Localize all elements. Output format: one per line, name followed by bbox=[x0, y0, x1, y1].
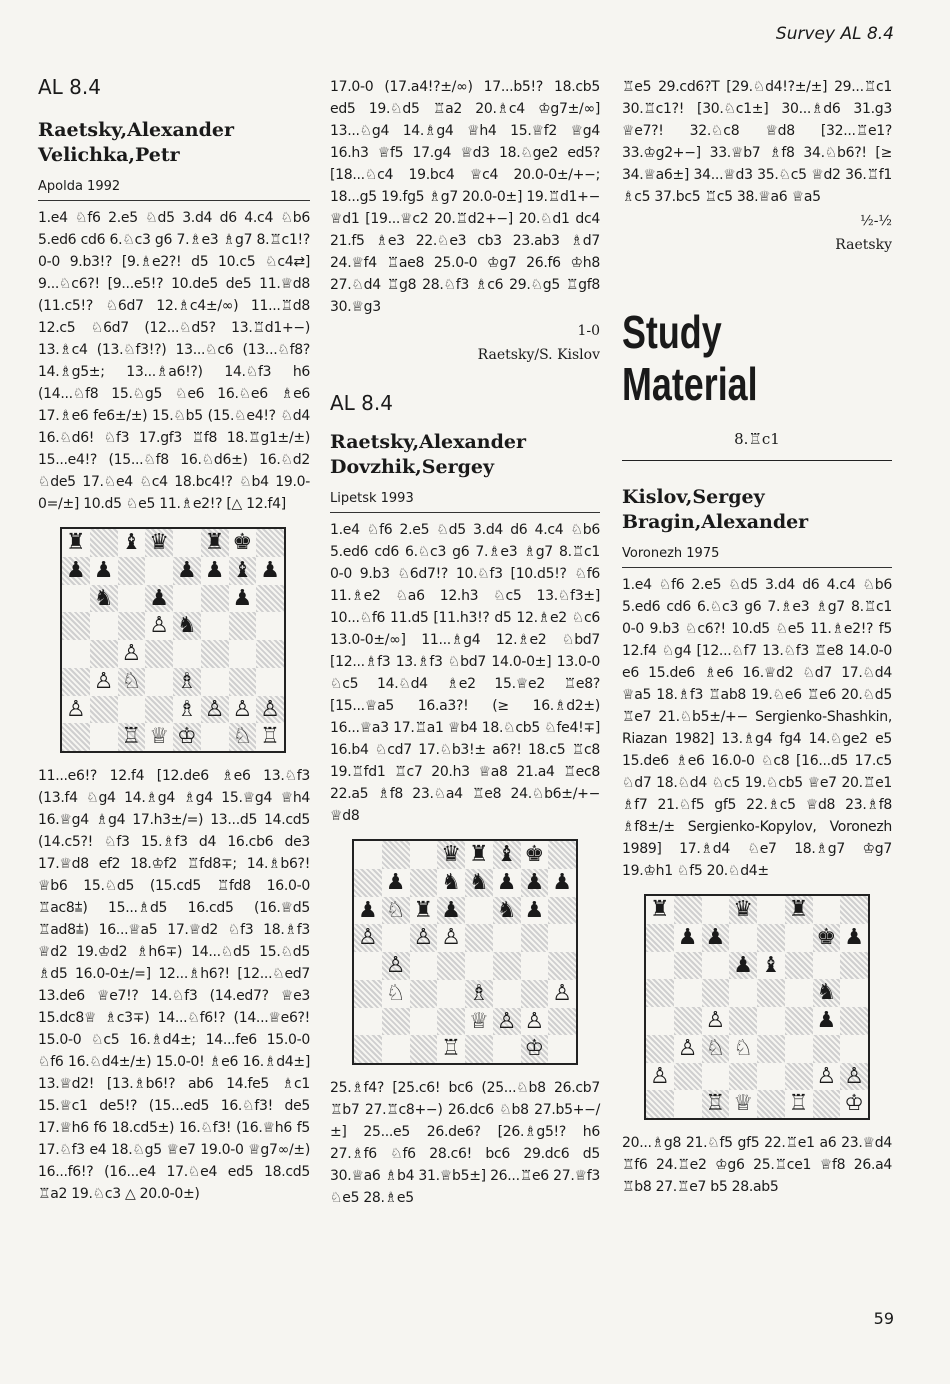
board-square: ♙ bbox=[149, 613, 169, 639]
board-square: ♗ bbox=[173, 668, 201, 696]
board-square bbox=[813, 1035, 841, 1063]
board-square: ♜ bbox=[650, 897, 670, 922]
board-square bbox=[145, 668, 173, 696]
board-square: ♞ bbox=[813, 979, 841, 1007]
board-square bbox=[785, 979, 813, 1007]
board-square bbox=[410, 841, 438, 869]
board-square bbox=[674, 1063, 702, 1091]
board-square bbox=[90, 612, 118, 640]
board-square bbox=[521, 980, 549, 1008]
board-square bbox=[229, 668, 257, 696]
board-square bbox=[646, 979, 674, 1007]
board-square bbox=[785, 924, 813, 952]
board-square: ♞ bbox=[441, 869, 461, 895]
board-square: ♖ bbox=[441, 1036, 461, 1062]
board-square: ♟ bbox=[677, 924, 698, 950]
board-square: ♗ bbox=[465, 980, 493, 1008]
game-label: AL 8.4 bbox=[330, 391, 393, 415]
board-square bbox=[493, 924, 521, 952]
board-square bbox=[813, 1090, 841, 1118]
board-square: ♙ bbox=[840, 1063, 868, 1091]
board-square bbox=[465, 924, 493, 952]
board-square bbox=[382, 1008, 410, 1036]
board-square bbox=[757, 924, 785, 952]
board-square bbox=[813, 896, 841, 924]
board-square bbox=[145, 640, 173, 668]
board-square bbox=[256, 640, 284, 668]
board-square: ♙ bbox=[524, 1008, 545, 1034]
board-square: ♞ bbox=[90, 585, 118, 613]
board-square bbox=[201, 585, 229, 613]
game-place: Lipetsk 1993 bbox=[330, 488, 600, 513]
board-square: ♟ bbox=[496, 869, 517, 895]
board-square: ♝ bbox=[229, 557, 257, 585]
board-square: ♙ bbox=[121, 641, 142, 666]
board-square: ♜ bbox=[201, 529, 229, 557]
board-square: ♟ bbox=[702, 924, 730, 952]
board-square: ♞ bbox=[173, 612, 201, 640]
board-square bbox=[465, 897, 493, 925]
board-square bbox=[256, 529, 284, 557]
column-3 bbox=[622, 76, 892, 1198]
board-square bbox=[702, 952, 730, 980]
board-square: ♙ bbox=[256, 696, 284, 724]
board-square: ♟ bbox=[62, 557, 90, 585]
board-square bbox=[118, 585, 146, 613]
board-square: ♕ bbox=[149, 724, 169, 750]
board-square: ♔ bbox=[521, 1035, 549, 1063]
board-square bbox=[840, 1035, 868, 1063]
board-square: ♟ bbox=[204, 557, 225, 583]
board-square bbox=[410, 980, 438, 1008]
board-square bbox=[382, 841, 410, 869]
board-square bbox=[674, 1090, 702, 1118]
board-square bbox=[173, 585, 201, 613]
game-moves-continued: 17.0-0 (17.a4!?±/∞) 17...b5!? 18.cb5 ed5 19.♘d5 ♖a2 20.♗c4 ♔g7±/∞] 13...♘g4 14.♗g4 ♕h4 15.♕f2 ♕g4 16.h3 ♕f5 17.g4 ♕d3 18.♘ge2 ed5? [18...♘c4 19.bc4 ♕c4 20.0-0±/+−; 18...g5 19.fg5 ♗g7 20.0-0±] 19.♖d1+− ♕d1 [19...♕c2 20.♖d2+−] 20.♘d1 dc4 21.f5 ♗e3 22.♘e3 cb3 23.ab3 ♗d7 24.♕f4 ♖ae8 25.0-0 ♔g7 26.f6 ♔h8 27.♘d4 ♖g8 28.♘f3 ♗c6 29.♘g5 ♖gf8 30.♕g3 bbox=[330, 79, 600, 315]
board-square bbox=[840, 1007, 868, 1035]
board-square: ♘ bbox=[385, 980, 406, 1006]
chess-diagram bbox=[644, 894, 870, 1120]
board-square: ♜ bbox=[785, 896, 813, 924]
board-square bbox=[785, 952, 813, 980]
game-moves-continued: 25.♗f4? [25.c6! bc6 (25...♘b8 26.cb7 ♖b7 27.♖c8+−) 26.dc6 ♘b8 27.b5+−/±] 25...e5 26.de6? [26.♗g5!? h6 27.♗f6 ♘f6 28.c6! bc6 29.dc6 d5 30.♕a6 ♗b4 31.♕b5±] 26...♖e6 27.♕f3 ♘e5 28.♗e5 bbox=[330, 1080, 600, 1206]
board-square: ♟ bbox=[844, 924, 864, 950]
board-square: ♟ bbox=[260, 557, 280, 583]
board-square bbox=[229, 640, 257, 668]
board-square bbox=[437, 980, 465, 1008]
board-square bbox=[548, 1008, 576, 1036]
board-square: ♙ bbox=[382, 952, 410, 980]
game-moves-continued: 11...e6!? 12.f4 [12.de6 ♗e6 13.♘f3 (13.f4 ♘g4 14.♗g4 ♗g4 15.♕g4 ♕h4 16.♕g4 ♗g4 17.h3±/=) 13...d5 14.cd5 (14.c5?! ♘f3 15.♗f3 d4 16.cb6 de3 17.♕d8 ef2 18.♔f2 ♖fd8∓; 14.♗b6?! ♕b6 15.♘d5 (15.cd5 ♖fd8 16.0-0 ♖ac8⩲) 15...♗d5 16.cd5 (16.♕d5 ♖ad8⩲) 16...♕a5 17.♕d2 ♘f3 18.♗f3 ♕d2 19.♔d2 ♗h6∓) 14...♘d5 15.♘d5 ♗d5 16.0-0±/=] 12...♗h6?! [12...♘ed7 13.de6 ♕e7!? 14.♘f3 (14.ed7? ♕e3 15.dc8♕ ♗c3∓) 14...♘f6!? (14...♕e6?! 15.0-0 ♘c5 16.♗d4±; 14...fe6 15.0-0 ♘f6 16.♘d4±/±) 15.0-0! ♗e6 16.♗d4±] 13.♕d2! [13.♗b6!? ab6 14.fe5 ♗c1 15.♕c1 de5!? (15...ed5 16.♘f3! de5 17.♕h6 f6 18.cd5±) 16.♘f3! (16.♕h6 f5 17.♘f3 e4 18.♘g5 ♕e7 19.0-0 ♕g7∞/±) 16...f6!? (16...e4 17.♘e4 ed5 18.cd5 ♖a2 19.♘c3 △ 20.0-0±) bbox=[38, 768, 310, 1202]
board-square bbox=[410, 1008, 438, 1036]
column-1 bbox=[38, 76, 310, 1205]
board-square: ♙ bbox=[232, 696, 253, 722]
board-square bbox=[757, 979, 785, 1007]
board-square bbox=[465, 1035, 493, 1063]
board-square bbox=[256, 612, 284, 640]
board-square bbox=[437, 952, 465, 980]
board-square bbox=[729, 1063, 757, 1091]
board-square bbox=[548, 924, 576, 952]
board-square bbox=[757, 1090, 785, 1118]
board-square: ♜ bbox=[469, 842, 489, 867]
board-square: ♜ bbox=[413, 897, 434, 923]
board-square bbox=[382, 1035, 410, 1063]
board-square bbox=[646, 1090, 674, 1118]
board-square: ♖ bbox=[118, 723, 146, 751]
running-header: Survey AL 8.4 bbox=[775, 24, 894, 44]
board-square bbox=[201, 640, 229, 668]
board-square: ♙ bbox=[201, 696, 229, 724]
board-square bbox=[354, 952, 382, 980]
board-square bbox=[62, 585, 90, 613]
board-square bbox=[437, 1008, 465, 1036]
board-square bbox=[702, 979, 730, 1007]
board-square: ♟ bbox=[93, 557, 114, 583]
board-square bbox=[840, 952, 868, 980]
board-square bbox=[256, 668, 284, 696]
game-moves-continued: 20...♗g8 21.♘f5 gf5 22.♖e1 a6 23.♕d4 ♖f6 24.♖e2 ♔g6 25.♖ce1 ♕f8 26.a4 ♖b8 27.♖e7 b5 28.ab5 bbox=[622, 1135, 892, 1195]
chess-diagram bbox=[352, 839, 578, 1065]
board-square: ♙ bbox=[410, 924, 438, 952]
game-place: Apolda 1992 bbox=[38, 176, 310, 201]
board-square: ♟ bbox=[524, 897, 545, 923]
board-square bbox=[354, 1035, 382, 1063]
board-square bbox=[729, 924, 757, 952]
board-square bbox=[840, 979, 868, 1007]
board-square: ♟ bbox=[729, 952, 757, 980]
black-player: Bragin,Alexander bbox=[622, 511, 809, 533]
board-square: ♙ bbox=[552, 980, 572, 1006]
board-square bbox=[757, 896, 785, 924]
board-square bbox=[62, 723, 90, 751]
board-square bbox=[90, 723, 118, 751]
white-player: Kislov,Sergey bbox=[622, 486, 765, 508]
board-square bbox=[674, 1007, 702, 1035]
board-square bbox=[62, 640, 90, 668]
board-square bbox=[729, 979, 757, 1007]
board-square bbox=[173, 640, 201, 668]
board-square: ♞ bbox=[465, 869, 493, 897]
game-result: ½-½ bbox=[860, 213, 892, 229]
board-square bbox=[145, 557, 173, 585]
board-square: ♝ bbox=[761, 952, 781, 978]
board-square bbox=[840, 896, 868, 924]
board-square bbox=[201, 723, 229, 751]
board-square: ♔ bbox=[844, 1091, 864, 1117]
board-square bbox=[493, 952, 521, 980]
game-moves: 1.e4 ♘f6 2.e5 ♘d5 3.d4 d6 4.c4 ♘b6 5.ed6 cd6 6.♘c3 g6 7.♗e3 ♗g7 8.♖c1 0-0 9.b3 ♘c6?! 10.d5 ♘e5 11.♗e2!? f5 12.f4 ♘g4 [12...♘f7 13.♘f3 ♖e8 14.0-0 e6 15.de6 ♗e6 16.♕d2 ♘d7 17.♘d4 ♕a5 18.♗f3 ♖ab8 19.♘e6 ♖e6 20.♘d5 ♖e7 21.♘b5±/+− Sergienko-Shashkin, Riazan 1982] 13.♗g4 fg4 14.♘ge2 e5 15.de6 ♗e6 16.0-0 ♘c8 [16...d5 17.c5 ♘d7 18.♘d4 ♘c5 19.♘cb5 ♕e7 20.♖e1 ♗f7 21.♘f5 gf5 22.♗c5 ♕d8 23.♗f8 ♗f8±/± Sergienko-Kopylov, Voronezh 1989] 17.♗d4 ♘e7 18.♗g7 ♔g7 19.♔h1 ♘f5 20.♘d4± bbox=[622, 577, 892, 879]
section-title: Study Material bbox=[622, 306, 758, 410]
board-square: ♚ bbox=[232, 530, 253, 555]
board-square: ♙ bbox=[816, 1063, 837, 1089]
board-square bbox=[813, 952, 841, 980]
board-square: ♟ bbox=[437, 897, 465, 925]
board-square: ♝ bbox=[121, 530, 142, 555]
board-square: ♟ bbox=[385, 869, 406, 895]
board-square: ♟ bbox=[816, 1008, 837, 1033]
board-square bbox=[229, 612, 257, 640]
board-square: ♙ bbox=[93, 668, 114, 694]
board-square: ♙ bbox=[66, 696, 86, 722]
white-player: Raetsky,Alexander bbox=[330, 431, 526, 453]
board-square: ♘ bbox=[733, 1035, 753, 1061]
board-square bbox=[62, 612, 90, 640]
column-2 bbox=[330, 76, 600, 1209]
board-square: ♘ bbox=[702, 1035, 730, 1063]
board-square: ♙ bbox=[354, 924, 382, 952]
board-square: ♙ bbox=[441, 925, 461, 951]
board-square bbox=[118, 612, 146, 640]
board-square bbox=[354, 1008, 382, 1036]
board-square: ♖ bbox=[788, 1091, 809, 1117]
board-square: ♙ bbox=[650, 1063, 670, 1089]
board-square bbox=[702, 896, 730, 924]
board-square bbox=[646, 952, 674, 980]
board-square bbox=[785, 1007, 813, 1035]
board-square bbox=[410, 952, 438, 980]
board-square: ♘ bbox=[382, 897, 410, 925]
board-square bbox=[173, 529, 201, 557]
board-square bbox=[62, 668, 90, 696]
board-square bbox=[90, 529, 118, 557]
board-square: ♙ bbox=[705, 1008, 726, 1033]
board-square: ♙ bbox=[493, 1008, 521, 1036]
page-number: 59 bbox=[873, 1309, 894, 1328]
board-square bbox=[548, 952, 576, 980]
board-square: ♟ bbox=[358, 897, 378, 923]
game-place: Voronezh 1975 bbox=[622, 543, 892, 568]
board-square bbox=[354, 980, 382, 1008]
board-square: ♜ bbox=[66, 530, 86, 555]
board-square: ♙ bbox=[677, 1035, 698, 1061]
board-square: ♝ bbox=[493, 841, 521, 869]
board-square bbox=[757, 1063, 785, 1091]
board-square: ♖ bbox=[702, 1090, 730, 1118]
board-square: ♛ bbox=[729, 896, 757, 924]
board-square: ♟ bbox=[145, 585, 173, 613]
board-square bbox=[674, 896, 702, 924]
board-square: ♟ bbox=[173, 557, 201, 585]
game-moves: 1.e4 ♘f6 2.e5 ♘d5 3.d4 d6 4.c4 ♘b6 5.ed6 cd6 6.♘c3 g6 7.♗e3 ♗g7 8.♖c1!? 0-0 9.b3!? [9.♗e2?! d5 10.c5 ♘c4⇄] 9...♘c6?! [9...e5!? 10.de5 de5 11.♕d8 (11.c5!? ♘6d7 12.♗c4±/∞) 11...♖d8 12.c5 ♘6d7 (12...♘d5? 13.♖d1+−) 13.♗c4 (13.♘f3!?) 13...♘c6 (13...♘f8? 14.♗g5±; 13...♗a6!?) 14.♘f3 h6 (14...♘f8 15.♘g5 ♘e6 16.♘e6 ♗e6 17.♗e6 fe6±/±) 15.♘b5 (15.♘e4!? ♘d4 16.♘d6! ♘f3 17.gf3 ♖f8 18.♖g1±/±) 15...e4!? (15...♘f8 16.♘d6±) 16.♘d2 ♘de5 17.♘e4 ♘c4 18.bc4!? ♘b4 19.0-0=/±] 10.d5 ♘e5 11.♗e2!? [△ 12.f4] bbox=[38, 210, 310, 512]
white-player: Raetsky,Alexander bbox=[38, 119, 234, 141]
board-square: ♘ bbox=[229, 723, 257, 751]
board-square bbox=[90, 696, 118, 724]
board-square bbox=[785, 1035, 813, 1063]
board-square bbox=[646, 1035, 674, 1063]
board-square bbox=[354, 869, 382, 897]
board-square: ♟ bbox=[232, 585, 253, 611]
board-square bbox=[521, 952, 549, 980]
board-square bbox=[201, 668, 229, 696]
black-player: Velichka,Petr bbox=[38, 144, 180, 166]
board-square: ♛ bbox=[437, 841, 465, 869]
board-square: ♟ bbox=[552, 869, 572, 895]
board-square bbox=[674, 952, 702, 980]
board-square bbox=[118, 557, 146, 585]
board-square: ♔ bbox=[173, 723, 201, 751]
game-source: Raetsky/S. Kislov bbox=[477, 347, 600, 363]
board-square: ♕ bbox=[733, 1091, 753, 1117]
board-square bbox=[354, 841, 382, 869]
board-square bbox=[646, 1007, 674, 1035]
game-source: Raetsky bbox=[835, 237, 892, 253]
board-square: ♟ bbox=[521, 869, 549, 897]
board-square bbox=[145, 696, 173, 724]
board-square: ♛ bbox=[145, 529, 173, 557]
game-moves-continued: ♖e5 29.cd6?T [29.♘d4!?±/±] 29...♖c1 30.♖c1?! [30.♘c1±] 30...♗d6 31.g3 ♕e7?! 32.♘c8 ♕d8 [32...♖e1? 33.♔g2+−] 33.♕b7 ♗f8 34.♘b6?! [≥ 34.♕a6±] 34...♕d3 35.♘c5 ♕d2 36.♖f1 ♗c5 37.bc5 ♖c5 38.♕a6 ♕a5 bbox=[622, 79, 892, 205]
board-square: ♗ bbox=[177, 696, 197, 722]
section-note: 8.♖c1 bbox=[734, 430, 780, 448]
board-square bbox=[410, 869, 438, 897]
board-square bbox=[785, 1063, 813, 1091]
board-square bbox=[410, 1035, 438, 1063]
board-square: ♚ bbox=[813, 924, 841, 952]
board-square bbox=[757, 1035, 785, 1063]
board-square bbox=[548, 1035, 576, 1063]
board-square bbox=[256, 585, 284, 613]
section-divider bbox=[622, 460, 892, 461]
board-square: ♖ bbox=[260, 724, 280, 750]
board-square bbox=[493, 980, 521, 1008]
board-square: ♞ bbox=[493, 897, 521, 925]
board-square bbox=[674, 979, 702, 1007]
board-square bbox=[201, 612, 229, 640]
game-result: 1-0 bbox=[577, 323, 600, 339]
board-square bbox=[548, 841, 576, 869]
board-square bbox=[118, 696, 146, 724]
board-square bbox=[493, 1035, 521, 1063]
game-label: AL 8.4 bbox=[38, 75, 101, 99]
board-square bbox=[757, 1007, 785, 1035]
board-square bbox=[702, 1063, 730, 1091]
board-square bbox=[729, 1007, 757, 1035]
board-square bbox=[90, 640, 118, 668]
board-square bbox=[548, 897, 576, 925]
board-square bbox=[465, 952, 493, 980]
chess-diagram bbox=[60, 527, 286, 753]
game-moves: 1.e4 ♘f6 2.e5 ♘d5 3.d4 d6 4.c4 ♘b6 5.ed6 cd6 6.♘c3 g6 7.♗e3 ♗g7 8.♖c1 0-0 9.b3 ♘6d7!? 10.♘f3 [10.d5!? ♘f6 11.♗e2 ♘a6 12.h3 ♘c5 13.♘f3±] 10...♘f6 11.d5 [11.h3!? d5 12.♗e2 ♘c6 13.0-0±/∞] 11...♗g4 12.♗e2 ♘bd7 [12...♗f3 13.♗f3 ♘bd7 14.0-0±] 13.0-0 ♘c5 14.♘d4 ♗e2 15.♕e2 ♖e8? [15...♕a5 16.a3?! (≥ 16.♗d2±) 16...♕a3 17.♖a1 ♕b4 18.♘cb5 ♘fe4!∓] 16.b4 ♘cd7 17.♘b3!± a6?! 18.c5 ♖c8 19.♖fd1 ♖c7 20.h3 ♕a8 21.a4 ♖ec8 22.a5 ♗f8 23.♘a4 ♖e8 24.♘b6±/+− ♕d8 bbox=[330, 522, 600, 824]
board-square: ♘ bbox=[118, 668, 146, 696]
board-square: ♚ bbox=[524, 842, 545, 867]
black-player: Dovzhik,Sergey bbox=[330, 456, 495, 478]
board-square bbox=[646, 924, 674, 952]
board-square: ♕ bbox=[469, 1008, 489, 1034]
board-square bbox=[382, 924, 410, 952]
board-square bbox=[521, 924, 549, 952]
